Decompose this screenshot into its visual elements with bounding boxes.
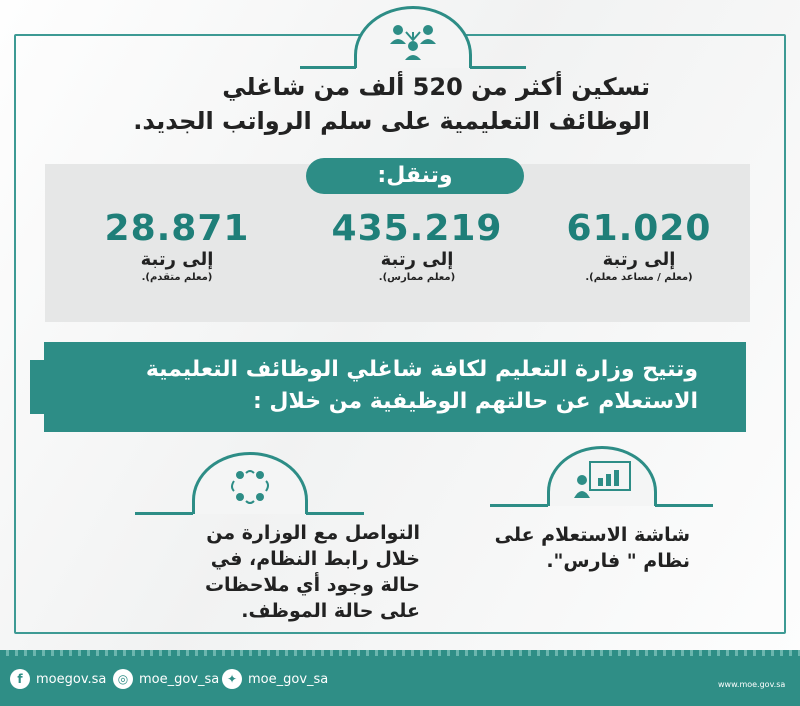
instagram-handle: moe_gov_sa (139, 671, 220, 687)
option-inquiry-screen: شاشة الاستعلام على نظام " فارس". (494, 524, 690, 572)
presentation-icon (572, 460, 632, 504)
info-banner: وتتيح وزارة التعليم لكافة شاغلي الوظائف التعليمية الاستعلام عن حالتهم الوظيفية من خلال : (44, 342, 746, 432)
dome-baseline (470, 66, 526, 69)
stat-number: 435.219 (331, 208, 503, 249)
dome-baseline (490, 504, 548, 507)
dome-baseline (306, 512, 364, 515)
stat-advanced-teacher (82, 208, 272, 285)
twitter-handle: moe_gov_sa (248, 671, 329, 687)
stat-number: 28.871 (104, 208, 250, 249)
dome-baseline (655, 504, 713, 507)
instagram-icon: ◎ (113, 669, 133, 689)
headline: تسكين أكثر من 520 ألف من شاغلي الوظائف التعليمية على سلم الرواتب الجديد. (133, 73, 650, 135)
facebook-link[interactable] (10, 669, 106, 689)
people-network-icon (384, 22, 442, 64)
stat-rank-name: (معلم ممارس). (378, 272, 456, 283)
transfer-label: وتنقل: (306, 158, 524, 194)
dome-baseline (300, 66, 356, 69)
stat-rank-label: إلى رتبة (602, 249, 676, 270)
stat-teacher-assistant (544, 208, 734, 285)
communication-cycle-icon (226, 467, 274, 511)
twitter-icon: ✦ (222, 669, 242, 689)
stat-practicing-teacher (322, 208, 512, 285)
facebook-icon: f (10, 669, 30, 689)
instagram-link[interactable] (113, 669, 219, 689)
stat-rank-name: (معلم / مساعد معلم). (585, 272, 693, 283)
website-watermark: www.moe.gov.sa (718, 680, 786, 689)
stat-rank-name: (معلم متقدم). (141, 272, 213, 283)
stat-rank-label: إلى رتبة (140, 249, 214, 270)
dome-baseline (135, 512, 193, 515)
option-contact-ministry: التواصل مع الوزارة من خلال رابط النظام، في حالة وجود أي ملاحظات على حالة الموظف. (204, 522, 420, 622)
twitter-link[interactable] (222, 669, 328, 689)
facebook-handle: moegov.sa (36, 671, 107, 687)
stat-rank-label: إلى رتبة (380, 249, 454, 270)
stat-number: 61.020 (566, 208, 712, 249)
